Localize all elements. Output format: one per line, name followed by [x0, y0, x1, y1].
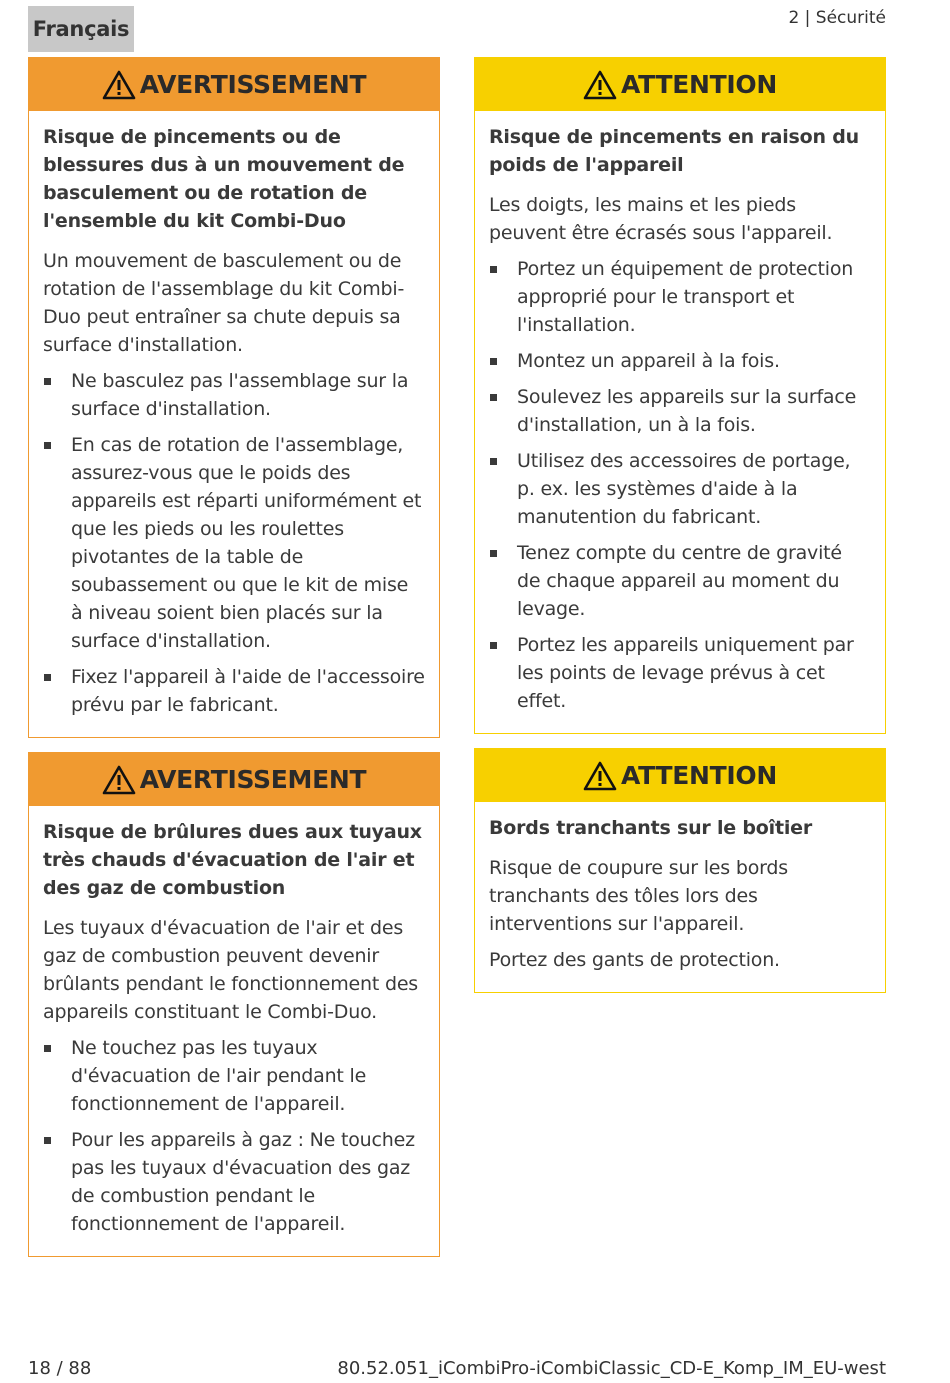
warning-label: AVERTISSEMENT — [139, 70, 367, 99]
list-item — [489, 539, 871, 623]
list-item — [43, 663, 425, 719]
list-item-text: Ne touchez pas les tuyaux d'évacuation de l'air pendant le fonctionnement de l'appareil. — [71, 1037, 367, 1115]
right-column — [474, 57, 886, 1007]
list-item — [489, 447, 871, 531]
caution-box-weight — [474, 57, 886, 734]
list-item — [43, 1126, 425, 1238]
hazard-description: Les doigts, les mains et les pieds peuvent être écrasés sous l'appareil. — [489, 194, 833, 244]
list-item-text: Portez un équipement de protection approprié pour le transport et l'installation. — [517, 258, 854, 336]
list-item — [489, 383, 871, 439]
list-item-text: Utilisez des accessoires de portage, p. ex. les systèmes d'aide à la manutention du fabricant. — [517, 450, 851, 528]
list-item-text: Soulevez les appareils sur la surface d'installation, un à la fois. — [517, 386, 857, 436]
list-item — [43, 367, 425, 423]
warning-box-tipping — [28, 57, 440, 738]
warning-box-body — [29, 111, 439, 737]
bullet-square-icon — [44, 1137, 51, 1144]
bullet-square-icon — [44, 1045, 51, 1052]
list-item — [43, 1034, 425, 1118]
document-id: 80.52.051_iCombiPro-iCombiClassic_CD-E_Komp_IM_EU-west — [337, 1358, 886, 1379]
bullet-square-icon — [44, 674, 51, 681]
caution-box-sharp-edges — [474, 748, 886, 993]
hazard-measure: Portez des gants de protection. — [489, 949, 780, 971]
hazard-description: Les tuyaux d'évacuation de l'air et des gaz de combustion peuvent devenir brûlants pendant le fonctionnement des appareils constituant le Combi-Duo. — [43, 917, 419, 1023]
section-reference: 2 | Sécurité — [788, 8, 886, 28]
measures-list — [489, 255, 871, 715]
warning-box-body — [29, 806, 439, 1256]
hazard-title: Risque de brûlures dues aux tuyaux très chauds d'évacuation de l'air et des gaz de combustion — [43, 821, 422, 899]
warning-triangle-icon — [102, 765, 136, 795]
caution-box-header — [475, 749, 885, 802]
caution-box-header — [475, 58, 885, 111]
list-item — [43, 431, 425, 655]
measures-list — [43, 367, 425, 719]
bullet-square-icon — [490, 394, 497, 401]
list-item-text: Montez un appareil à la fois. — [517, 350, 780, 372]
bullet-square-icon — [490, 358, 497, 365]
caution-box-body — [475, 802, 885, 992]
caution-label: ATTENTION — [621, 761, 777, 790]
bullet-square-icon — [490, 458, 497, 465]
bullet-square-icon — [490, 266, 497, 273]
list-item — [489, 255, 871, 339]
left-column — [28, 57, 440, 1271]
warning-triangle-icon — [583, 70, 617, 100]
warning-box-burns — [28, 752, 440, 1257]
bullet-square-icon — [490, 550, 497, 557]
caution-box-body — [475, 111, 885, 733]
warning-box-header — [29, 753, 439, 806]
bullet-square-icon — [44, 378, 51, 385]
page-number: 18 / 88 — [28, 1358, 92, 1379]
list-item-text: Pour les appareils à gaz : Ne touchez pas les tuyaux d'évacuation des gaz de combustion pendant le fonctionnement de l'appareil. — [71, 1129, 415, 1235]
list-item-text: En cas de rotation de l'assemblage, assurez-vous que le poids des appareils est réparti uniformément et que les pieds ou les roulettes pivotantes de la table de soubassement ou que le kit de mise à niveau soient bien placés sur la surface d'installation. — [71, 434, 422, 652]
warning-triangle-icon — [583, 761, 617, 791]
list-item — [489, 347, 871, 375]
hazard-title: Risque de pincements ou de blessures dus à un mouvement de basculement ou de rotation de l'ensemble du kit Combi-Duo — [43, 126, 405, 232]
list-item-text: Ne basculez pas l'assemblage sur la surface d'installation. — [71, 370, 409, 420]
hazard-title: Bords tranchants sur le boîtier — [489, 817, 813, 839]
hazard-title: Risque de pincements en raison du poids de l'appareil — [489, 126, 859, 176]
caution-label: ATTENTION — [621, 70, 777, 99]
list-item-text: Tenez compte du centre de gravité de chaque appareil au moment du levage. — [517, 542, 842, 620]
language-tab: Français — [28, 6, 134, 52]
list-item-text: Fixez l'appareil à l'aide de l'accessoire prévu par le fabricant. — [71, 666, 425, 716]
hazard-description: Risque de coupure sur les bords tranchants des tôles lors des interventions sur l'appareil. — [489, 857, 788, 935]
list-item-text: Portez les appareils uniquement par les points de levage prévus à cet effet. — [517, 634, 854, 712]
bullet-square-icon — [44, 442, 51, 449]
warning-triangle-icon — [102, 70, 136, 100]
bullet-square-icon — [490, 642, 497, 649]
list-item — [489, 631, 871, 715]
warning-label: AVERTISSEMENT — [139, 765, 367, 794]
measures-list — [43, 1034, 425, 1238]
warning-box-header — [29, 58, 439, 111]
hazard-description: Un mouvement de basculement ou de rotation de l'assemblage du kit Combi-Duo peut entraîner sa chute depuis sa surface d'installation. — [43, 250, 405, 356]
